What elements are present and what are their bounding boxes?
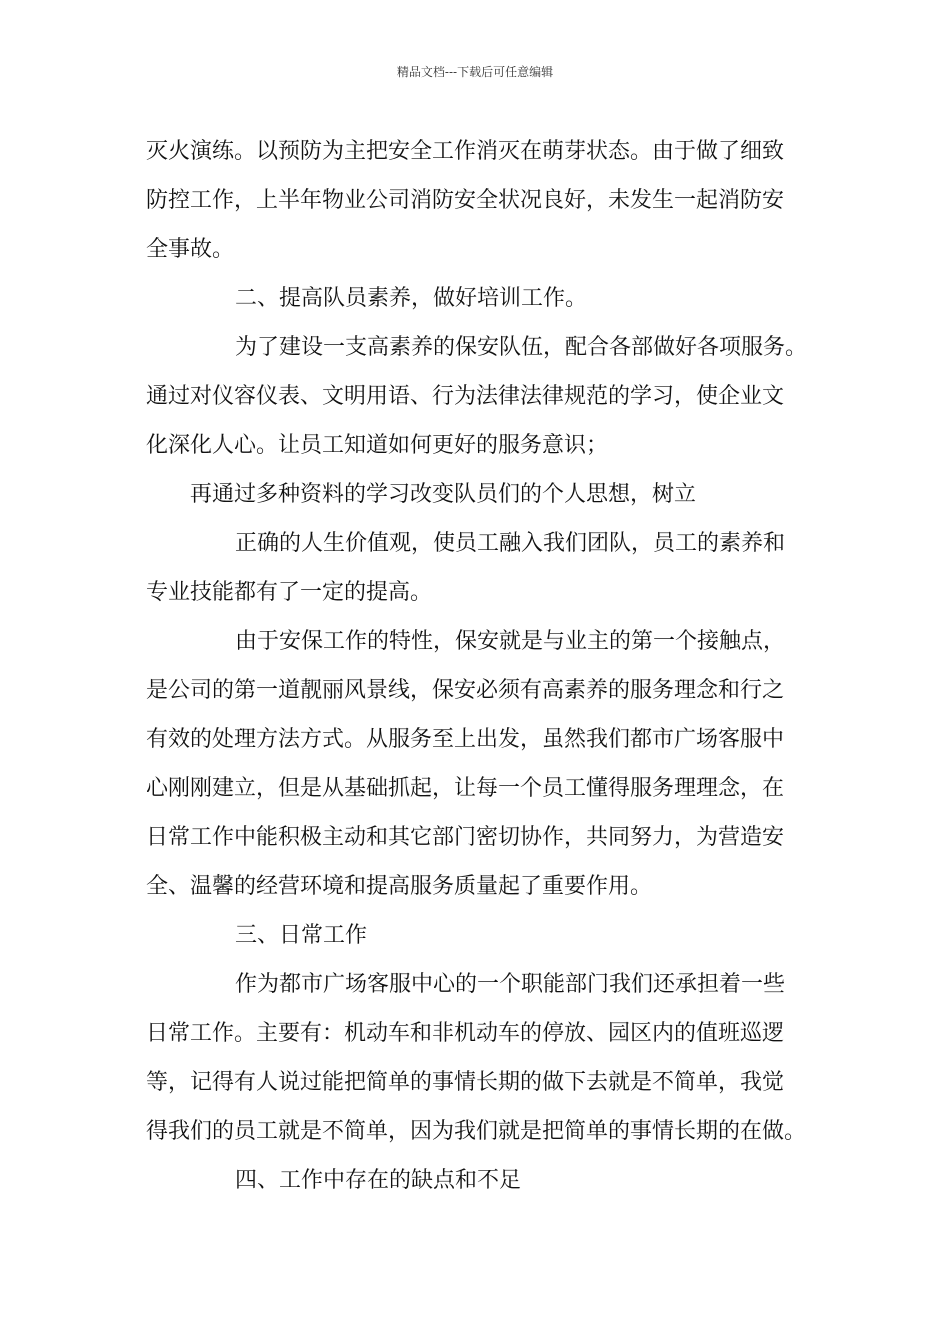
text-line: 再通过多种资料的学习改变队员们的个人思想，树立 <box>190 482 697 507</box>
text-line: 防控工作，上半年物业公司消防安全状况良好，未发生一起消防安 <box>146 188 785 213</box>
section-heading: 四、工作中存在的缺点和不足 <box>235 1168 522 1193</box>
text-line: 全事故。 <box>146 237 235 262</box>
text-line: 全、温馨的经营环境和提高服务质量起了重要作用。 <box>146 874 653 899</box>
text-line: 得我们的员工就是不简单，因为我们就是把简单的事情长期的在做。 <box>146 1119 807 1144</box>
section-heading: 三、日常工作 <box>235 923 368 948</box>
text-line: 是公司的第一道靓丽风景线，保安必须有高素养的服务理念和行之 <box>146 678 785 703</box>
text-line: 日常工作中能积极主动和其它部门密切协作，共同努力，为营造安 <box>146 825 785 850</box>
text-line: 为了建设一支高素养的保安队伍，配合各部做好各项服务。 <box>235 335 808 360</box>
text-line: 有效的处理方法方式。从服务至上出发，虽然我们都市广场客服中 <box>146 727 785 752</box>
page-header: 精品文档---下载后可任意编辑 <box>396 65 554 79</box>
text-line: 通过对仪容仪表、文明用语、行为法律法律规范的学习，使企业文 <box>146 384 785 409</box>
text-line: 化深化人心。让员工知道如何更好的服务意识； <box>146 433 609 458</box>
text-line: 等，记得有人说过能把简单的事情长期的做下去就是不简单，我觉 <box>146 1070 785 1095</box>
text-line: 由于安保工作的特性，保安就是与业主的第一个接触点， <box>235 629 786 654</box>
text-line: 正确的人生价值观，使员工融入我们团队，员工的素养和 <box>235 531 786 556</box>
section-heading: 二、提高队员素养，做好培训工作。 <box>235 286 588 311</box>
text-line: 心刚刚建立，但是从基础抓起，让每一个员工懂得服务理理念，在 <box>146 776 785 801</box>
text-line: 日常工作。主要有：机动车和非机动车的停放、园区内的值班巡逻 <box>146 1021 785 1046</box>
text-line: 专业技能都有了一定的提高。 <box>146 580 433 605</box>
text-line: 作为都市广场客服中心的一个职能部门我们还承担着一些 <box>235 972 786 997</box>
text-line: 灭火演练。以预防为主把安全工作消灭在萌芽状态。由于做了细致 <box>146 139 785 164</box>
